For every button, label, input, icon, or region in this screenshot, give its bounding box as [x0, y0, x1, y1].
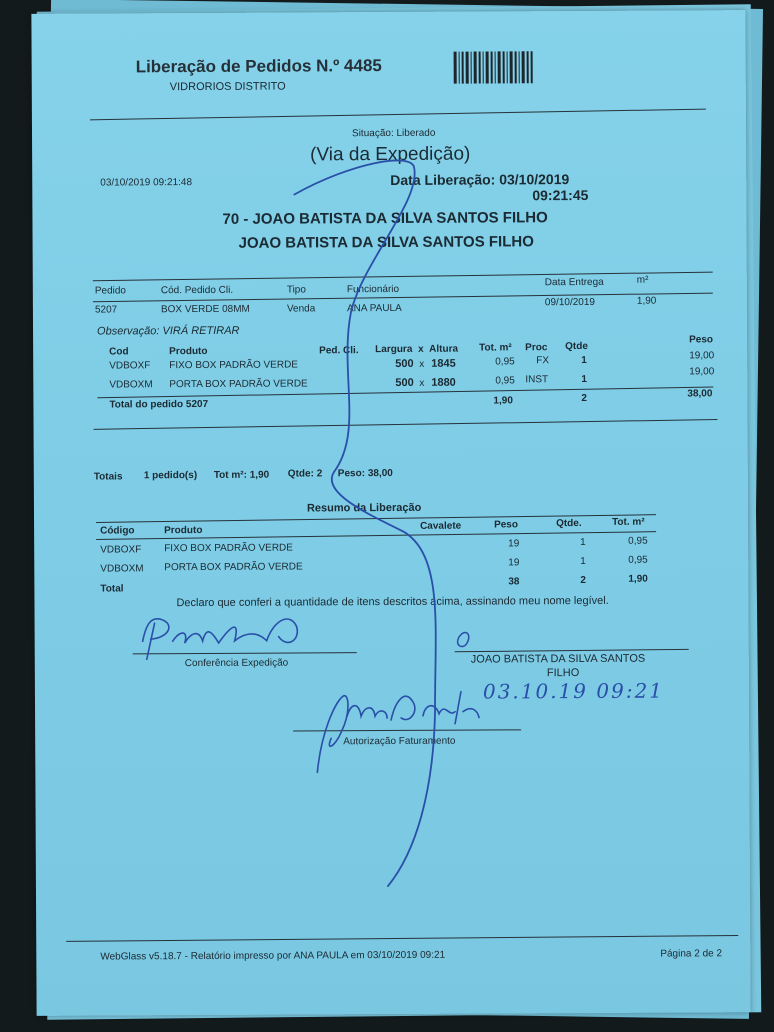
items-col-largura: Largura	[375, 343, 413, 356]
item-2-x: x	[419, 377, 425, 389]
col-tipo: Tipo	[286, 284, 306, 296]
item-1-produto: FIXO BOX PADRÃO VERDE	[169, 359, 298, 372]
items-total-label: Total do pedido 5207	[109, 398, 209, 411]
item-1-tot: 0,95	[495, 356, 515, 368]
item-2-tot: 0,95	[495, 375, 515, 387]
data-liberacao: Data Liberação: 03/10/2019	[390, 171, 570, 188]
resumo-row-2-qtde: 1	[580, 555, 586, 568]
items-col-cod: Cod	[109, 346, 129, 358]
long-pen-stroke	[294, 160, 437, 886]
autorizacao-label: Autorização Faturamento	[343, 735, 456, 748]
cliente-name-line-1: JOAO BATISTA DA SILVA SANTOS	[470, 652, 646, 666]
items-col-proc: Proc	[525, 342, 548, 354]
order-cod-cli-value: BOX VERDE 08MM	[160, 303, 250, 316]
item-1-proc: FX	[536, 355, 550, 367]
handwritten-date: 03.10.19 09:21	[482, 678, 665, 704]
item-1-peso: 19,00	[689, 350, 715, 362]
items-col-peso: Peso	[689, 334, 714, 346]
item-1-largura: 500	[395, 357, 414, 370]
totals-pedidos: 1 pedido(s)	[143, 470, 198, 482]
resumo-row-1-peso: 19	[508, 538, 520, 550]
resumo-row-2-tot: 0,95	[628, 554, 648, 566]
resumo-row-1-codigo: VDBOXF	[100, 544, 142, 556]
order-table-top-line	[93, 272, 713, 282]
barcode-image	[454, 51, 533, 83]
conferencia-label: Conferência Expedição	[184, 657, 289, 670]
client-line-2: JOAO BATISTA DA SILVA SANTOS FILHO	[238, 233, 534, 252]
footer-page-number: Página 2 de 2	[660, 948, 723, 960]
resumo-row-2-peso: 19	[508, 557, 520, 569]
status-text: Situação: Liberado	[351, 127, 436, 140]
resumo-col-tot-m2: Tot. m²	[612, 516, 645, 528]
cliente-name-line-2: FILHO	[546, 667, 580, 680]
resumo-col-produto: Produto	[164, 524, 203, 537]
totals-label: Totais	[93, 471, 123, 483]
items-col-altura: Altura	[429, 343, 459, 355]
resumo-total-m2: 1,90	[628, 573, 648, 585]
items-col-ped-cli: Ped. Cli.	[319, 345, 359, 357]
item-1-cod: VDBOXF	[109, 360, 151, 372]
declaration-text: Declaro que conferi a quantidade de itens descritos acima, assinando meu nome legível.	[176, 594, 609, 610]
resumo-col-qtde: Qtde.	[556, 518, 582, 530]
item-1-qtde: 1	[581, 354, 587, 367]
observacao: Observação: VIRÁ RETIRAR	[97, 324, 240, 338]
resumo-col-peso: Peso	[494, 519, 518, 531]
item-1-x: x	[419, 358, 425, 370]
col-funcionario: Funcionário	[346, 283, 400, 296]
resumo-title: Resumo da Liberação	[306, 501, 422, 515]
resumo-total-peso: 38	[508, 576, 520, 588]
footer-divider	[66, 935, 738, 942]
footer-print-info: WebGlass v5.18.7 - Relatório impresso por ANA PAULA em 03/10/2019 09:21	[100, 949, 446, 963]
resumo-row-2-codigo: VDBOXM	[100, 563, 144, 575]
resumo-row-1-qtde: 1	[580, 536, 586, 549]
items-total-qtde: 2	[581, 392, 587, 405]
totals-qtde: Qtde: 2	[287, 468, 323, 480]
print-datetime: 03/10/2019 09:21:48	[100, 177, 193, 189]
resumo-col-codigo: Código	[100, 525, 135, 537]
items-bottom-line	[94, 419, 718, 430]
order-m2-value: 1,90	[636, 295, 657, 307]
order-pedido-value: 5207	[94, 304, 118, 316]
resumo-total-qtde: 2	[580, 574, 586, 587]
items-col-qtde: Qtde	[565, 340, 588, 353]
conferencia-signature-line	[133, 652, 357, 654]
client-line-1: 70 - JOAO BATISTA DA SILVA SANTOS FILHO	[222, 209, 548, 228]
resumo-row-1-tot: 0,95	[628, 535, 648, 547]
via-expedicao: (Via da Expedição)	[310, 143, 471, 166]
item-2-peso: 19,00	[689, 366, 715, 378]
item-2-largura: 500	[395, 376, 414, 389]
item-1-altura: 1845	[431, 357, 456, 370]
item-2-proc: INST	[525, 374, 549, 386]
resumo-row-2-produto: PORTA BOX PADRÃO VERDE	[164, 561, 303, 574]
totals-peso: Peso: 38,00	[337, 467, 393, 480]
item-2-altura: 1880	[431, 376, 456, 389]
item-2-produto: PORTA BOX PADRÃO VERDE	[169, 378, 308, 391]
items-col-x: x	[418, 343, 424, 355]
resumo-row-1-produto: FIXO BOX PADRÃO VERDE	[164, 542, 293, 555]
cliente-signature-line	[455, 649, 689, 653]
document-sheet	[31, 10, 750, 1016]
item-2-qtde: 1	[581, 373, 587, 386]
resumo-col-cavalete: Cavalete	[420, 520, 462, 532]
items-total-m2: 1,90	[493, 395, 513, 407]
document-title: Liberação de Pedidos N.º 4485	[135, 56, 382, 77]
header-divider	[90, 109, 706, 121]
order-data-entrega-value: 09/10/2019	[544, 296, 595, 309]
col-data-entrega: Data Entrega	[544, 276, 604, 289]
items-col-produto: Produto	[169, 345, 208, 358]
resumo-total-label: Total	[100, 583, 124, 595]
col-pedido: Pedido	[94, 285, 127, 297]
data-liberacao-time: 09:21:45	[532, 186, 589, 204]
items-col-tot-m2: Tot. m²	[479, 342, 512, 354]
order-tipo-value: Venda	[286, 303, 316, 315]
items-total-peso: 38,00	[687, 388, 713, 400]
col-cod-pedido-cli: Cód. Pedido Cli.	[160, 284, 234, 297]
autorizacao-signature-line	[293, 729, 521, 731]
item-2-cod: VDBOXM	[109, 379, 153, 391]
company-name: VIDRORIOS DISTRITO	[169, 80, 286, 94]
col-m2: m²	[636, 274, 649, 286]
order-funcionario-value: ANA PAULA	[346, 302, 402, 315]
totals-tot-m2: Tot m²: 1,90	[213, 469, 270, 481]
signature-autorizacao	[317, 692, 479, 773]
signature-cliente-mark	[458, 632, 469, 646]
